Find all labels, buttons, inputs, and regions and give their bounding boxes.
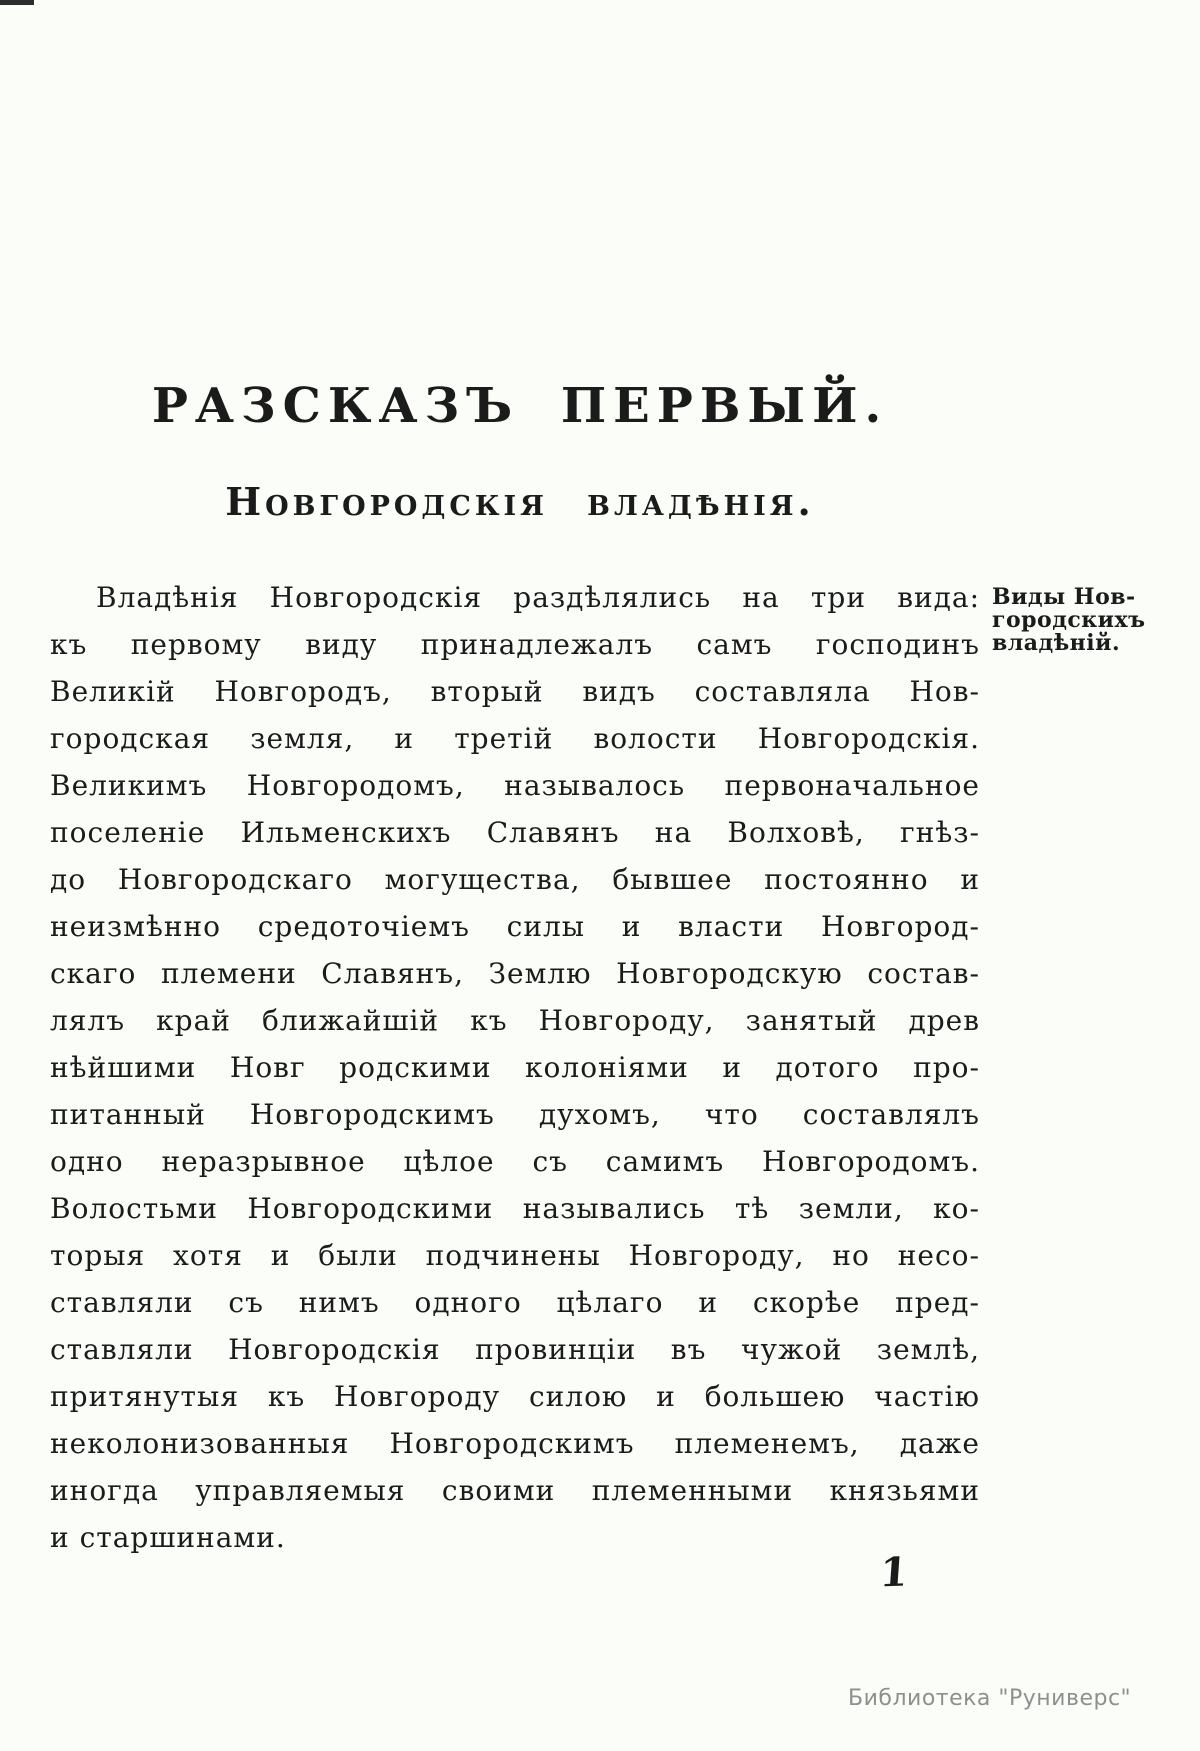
chapter-subtitle: Новгородскія владѣнія. xyxy=(225,479,815,524)
margin-note-line: Виды Нов- xyxy=(992,584,1136,610)
body-line: и старшинами. xyxy=(50,1521,286,1554)
margin-note-line: городскихъ xyxy=(992,607,1146,633)
margin-note-line: владѣній. xyxy=(992,630,1121,656)
body-line: Великій Новгородъ, вторый видъ составляла Нов- xyxy=(50,675,980,708)
body-line: скаго племени Славянъ, Землю Новгородскую состав- xyxy=(50,957,980,990)
chapter-title: РАЗСКАЗЪ ПЕРВЫЙ. xyxy=(151,378,889,434)
body-line: до Новгородскаго могущества, бывшее постоянно и xyxy=(50,863,980,896)
body-line: притянутыя къ Новгороду силою и большею частію xyxy=(50,1380,980,1413)
body-line: одно неразрывное цѣлое съ самимъ Новгородомъ. xyxy=(50,1145,980,1178)
body-line: питанный Новгородскимъ духомъ, что составлялъ xyxy=(50,1098,980,1131)
body-line: торыя хотя и были подчинены Новгороду, но несо- xyxy=(50,1239,980,1272)
body-line: неколонизованныя Новгородскимъ племенемъ, даже xyxy=(50,1427,980,1460)
margin-note xyxy=(992,586,1162,655)
body-line: Владѣнія Новгородскія раздѣлялись на три вида: xyxy=(96,581,980,614)
body-line: къ первому виду принадлежалъ самъ господинъ xyxy=(50,628,980,661)
body-line: иногда управляемыя своими племенными князьями xyxy=(50,1474,980,1507)
body-line: ставляли Новгородскія провинціи въ чужой землѣ, xyxy=(50,1333,980,1366)
body-line: городская земля, и третій волости Новгородскія. xyxy=(50,722,980,755)
library-watermark: Библиотека "Руниверс" xyxy=(848,1686,1132,1711)
body-line: Волостьми Новгородскими назывались тѣ земли, ко- xyxy=(50,1192,980,1225)
body-line: Великимъ Новгородомъ, называлось первоначальное xyxy=(50,769,980,802)
body-line: лялъ край ближайшій къ Новгороду, занятый древ xyxy=(50,1004,980,1037)
page-number: 1 xyxy=(878,1548,910,1597)
body-line: ставляли съ нимъ одного цѣлаго и скорѣе пред- xyxy=(50,1286,980,1319)
scan-edge-artifact xyxy=(0,0,34,5)
body-line: поселеніе Ильменскихъ Славянъ на Волховѣ, гнѣз- xyxy=(50,816,980,849)
body-line: неизмѣнно средоточіемъ силы и власти Новгород- xyxy=(50,910,980,943)
body-line: нѣйшими Новг родскими колоніями и дотого про- xyxy=(50,1051,980,1084)
body-text xyxy=(50,574,980,1561)
